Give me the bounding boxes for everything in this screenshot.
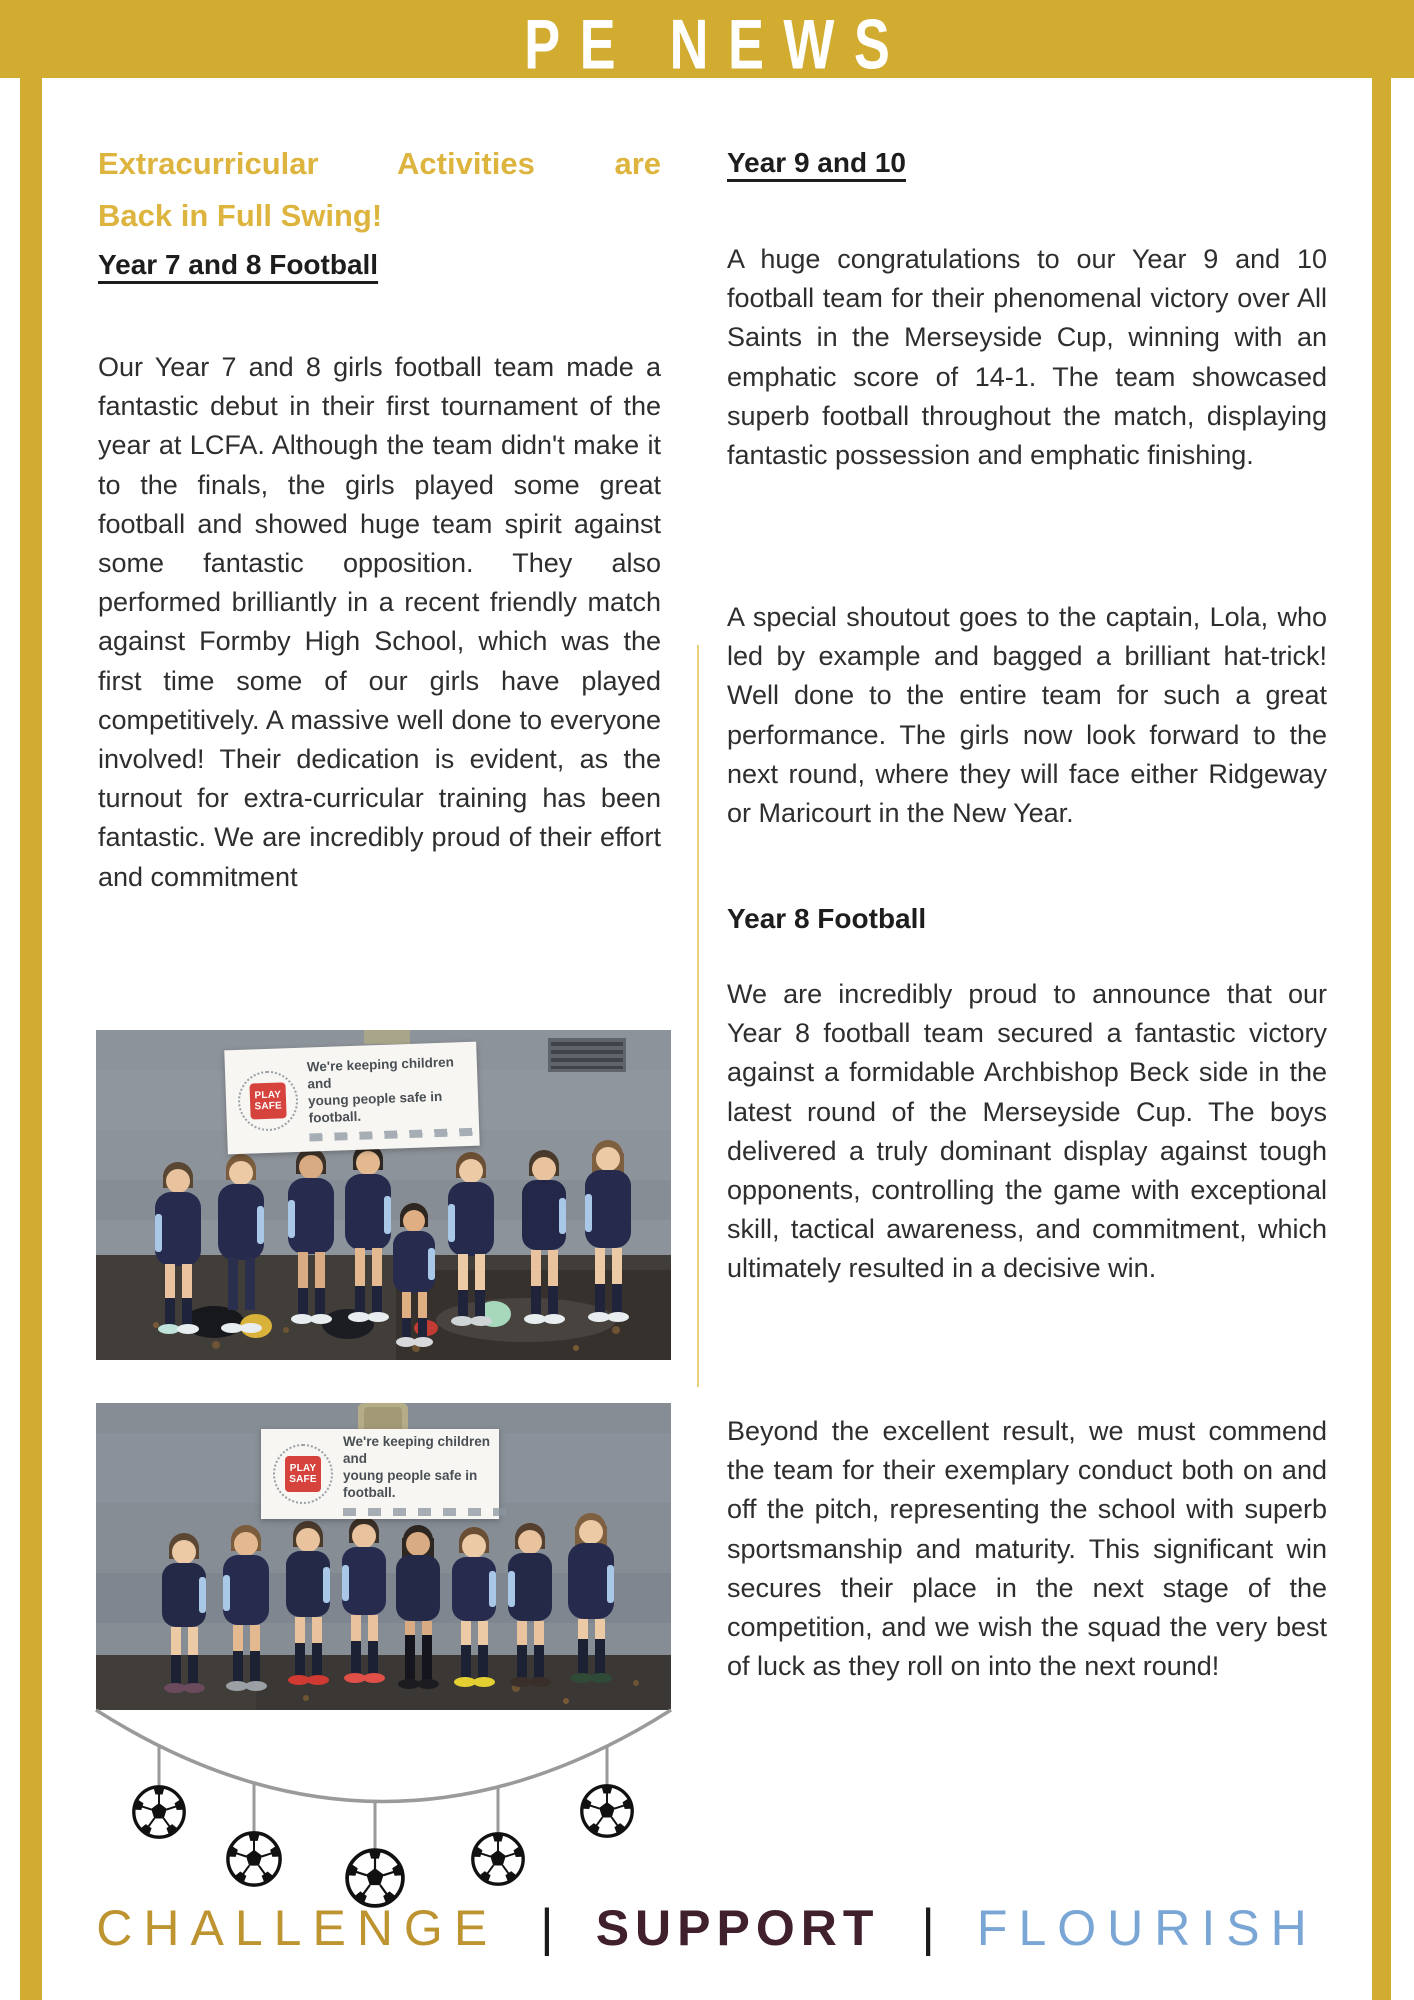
banner-line-1: We're keeping children and: [343, 1433, 491, 1466]
paragraph-year-8-second: Beyond the excellent result, we must commend the team for their exemplary conduct both on and off the pitch, representing the school with superb sportsmanship and maturity. This significant win secures their place in the next stage of the competition, and we wish the squad the very best of luck as they roll on into the next round!: [727, 1416, 1327, 1682]
masthead-band: [0, 0, 1414, 84]
banner-line-2: young people safe in football.: [307, 1088, 443, 1126]
headline-line-2: Back in Full Swing!: [98, 198, 383, 233]
banner-copy: [343, 1433, 513, 1516]
playsafe-logo-top: PLAY: [289, 1463, 317, 1474]
paragraph-year-9-10-first: A huge congratulations to our Year 9 and 10 football team for their phenomenal victory over All Saints in the Merseyside Cup, winning with an emphatic score of 14-1. The team showcased superb football throughout the match, displaying fantastic possession and emphatic finishing.: [727, 244, 1327, 471]
soccer-ball-icon: [134, 1787, 184, 1837]
motto-flourish: FLOURISH: [976, 1900, 1318, 1956]
banner-line-1: We're keeping children and: [306, 1053, 455, 1092]
soccer-ball-icon: [582, 1786, 632, 1836]
playsafe-ring: [273, 1444, 333, 1504]
paragraph-year-8-first: We are incredibly proud to announce that our Year 8 football team secured a fantastic victory against a formidable Archbishop Beck side in the latest round of the Merseyside Cup. The boys delivered a truly dominant display against tough opponents, controlling the game with exceptional skill, tactical awareness, and commitment, which ultimately resulted in a decisive win.: [727, 979, 1327, 1284]
sponsor-logos-strip: [343, 1508, 513, 1516]
paragraph-year-9-10-second: A special shoutout goes to the captain, Lola, who led by example and bagged a brilliant hat-trick! Well done to the entire team for such a great performance. The girls now look forward to the next round, where they will face either Ridgeway or Maricourt in the New Year.: [727, 602, 1327, 829]
soccer-ball-icon: [228, 1833, 280, 1885]
playsafe-logo-bottom: SAFE: [254, 1100, 283, 1113]
section-title-year-8-football: Year 8 Football: [727, 903, 927, 934]
playsafe-banner: [261, 1429, 499, 1519]
school-motto-footer: [0, 1896, 1414, 1960]
sponsor-logos-strip: [309, 1127, 479, 1141]
playsafe-logo-icon: [249, 1082, 286, 1119]
playsafe-ring: [237, 1070, 299, 1132]
soccer-ball-garland: [90, 1698, 680, 1913]
team-photo-year-7-8: [96, 1030, 671, 1360]
motto-challenge: CHALLENGE: [96, 1900, 499, 1956]
banner-copy: [307, 1052, 480, 1141]
headline-line-1: Extracurricular Activities are: [98, 146, 661, 181]
soccer-ball-icon: [473, 1834, 523, 1884]
section-title-year-7-8-football: Year 7 and 8 Football: [98, 249, 379, 280]
headline: [98, 138, 661, 242]
garland-string: [96, 1710, 671, 1802]
banner-line-2: young people safe in football.: [343, 1467, 478, 1500]
playsafe-logo-top: PLAY: [254, 1089, 282, 1102]
section-title-year-9-10: Year 9 and 10: [727, 147, 907, 178]
left-gold-bar: [20, 0, 42, 2000]
column-divider: [697, 645, 699, 1387]
motto-separator: |: [921, 1899, 935, 1957]
team-photo-year-9-10: [96, 1403, 671, 1710]
right-gold-bar: [1372, 0, 1391, 2000]
page-title: PE NEWS: [524, 5, 910, 84]
vent-grille: [548, 1038, 626, 1072]
playsafe-logo-bottom: SAFE: [289, 1474, 317, 1485]
playsafe-banner: [224, 1042, 479, 1155]
playsafe-logo-icon: [285, 1456, 321, 1492]
motto-support: SUPPORT: [595, 1900, 880, 1956]
paragraph-year-7-8: Our Year 7 and 8 girls football team made a fantastic debut in their first tournament of the year at LCFA. Although the team didn't make it to the finals, the girls played some great football and showed huge team spirit against some fantastic opposition. They also performed brilliantly in a recent friendly match against Formby High School, which was the first time some of our girls have played competitively. A massive well done to everyone involved! Their dedication is evident, as the turnout for extra-curricular training has been fantastic. We are incredibly proud of their effort and commitment: [98, 352, 661, 892]
motto-separator: |: [540, 1899, 554, 1957]
